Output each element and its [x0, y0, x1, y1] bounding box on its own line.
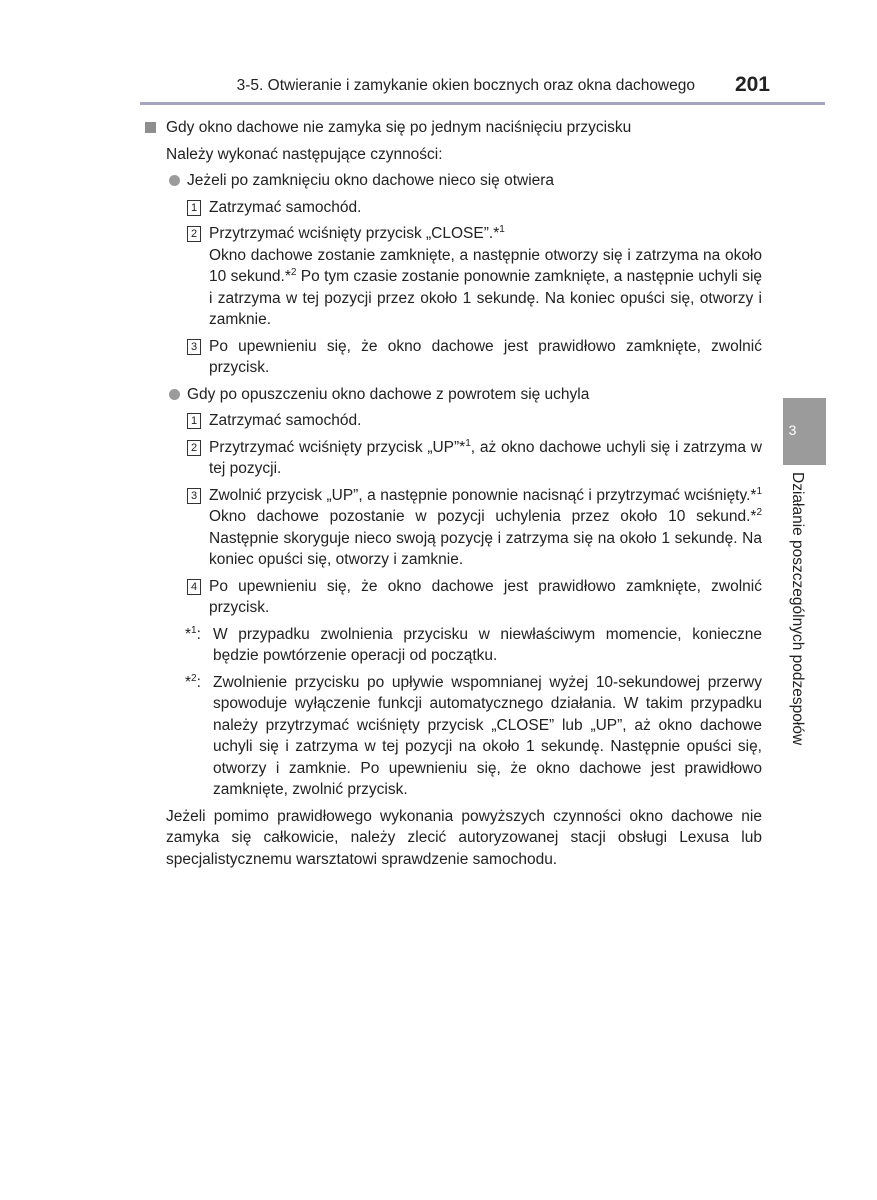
case-heading-1 [166, 170, 762, 192]
circle-bullet-icon [169, 389, 180, 400]
step-text: Po upewnieniu się, że okno dachowe jest prawidłowo zamknięte, zwolnić przycisk. [209, 337, 762, 376]
step-number-box: 1 [187, 413, 201, 429]
case-title: Jeżeli po zamknięciu okno dachowe nieco się otwiera [187, 172, 555, 189]
step-number-box: 4 [187, 579, 201, 595]
header-rule [140, 102, 825, 105]
section-heading [166, 117, 762, 139]
chapter-tab-number: 3 [788, 422, 797, 438]
step-item [187, 197, 762, 219]
footnote-marker: *$^1$: [185, 624, 201, 643]
step-text: Zwolnić przycisk „UP”, a następnie ponownie nacisnąć i przytrzymać wciśnięty.*$^1$ Okno dachowe pozostanie w pozycji uchylenia przez około 10 sekund.*$^2$ Następnie skoryguje nieco swoją pozycję i zatrzyma się na około 1 sekundę. Na koniec opuści się, otworzy i zamknie. [209, 485, 762, 568]
chapter-tab-label: Działanie poszczególnych podzespołów [789, 472, 806, 746]
section-heading-text: Gdy okno dachowe nie zamyka się po jednym naciśnięciu przycisku [166, 119, 632, 136]
page-body [166, 117, 762, 870]
step-item [187, 336, 762, 379]
step-number-box: 3 [187, 339, 201, 355]
case-heading-2 [166, 384, 762, 406]
step-number-box: 1 [187, 200, 201, 216]
step-text: Przytrzymać wciśnięty przycisk „CLOSE”.*$^1$ Okno dachowe zostanie zamknięte, a następnie otworzy się i zatrzyma na około 10 sekund.*$^2$ Po tym czasie zostanie ponownie zamknięte, a następnie uchyli się i zatrzyma w tej pozycji przez około 1 sekundę. Na koniec opuści się, otworzy i zamknie. [209, 224, 763, 328]
step-text: Przytrzymać wciśnięty przycisk „UP”*$^1$, aż okno dachowe uchyli się i zatrzyma w tej pozycji. [209, 437, 762, 477]
closing-paragraph: Jeżeli pomimo prawidłowego wykonania powyższych czynności okno dachowe nie zamyka się całkowicie, należy zlecić autoryzowanej stacji obsługi Lexusa lub specjalistycznemu warsztatowi sprawdzenie samochodu. [166, 807, 762, 868]
step-text: Zatrzymać samochód. [209, 198, 362, 216]
footnote-text: Zwolnienie przycisku po upływie wspomnianej wyżej 10-sekundowej przerwy spowoduje wyłączenie funkcji automatycznego działania. W takim przypadku należy przytrzymać wciśnięty przycisk „CLOSE” lub „UP”, aż okno dachowe uchyli się i zatrzyma w tej pozycji na około 1 sekundę. Następnie opuści się, otworzy i zamknie. Po upewnieniu się, że okno dachowe jest prawidłowo zamknięte, zwolnić przycisk. [213, 673, 762, 798]
case-title: Gdy po opuszczeniu okno dachowe z powrotem się uchyla [187, 385, 590, 403]
circle-bullet-icon [169, 175, 180, 186]
step-number-box: 2 [187, 226, 201, 242]
step-item [187, 223, 762, 331]
footnote-1 [185, 624, 762, 667]
step-number-box: 2 [187, 440, 201, 456]
square-bullet-icon [145, 122, 156, 133]
footnote-text: W przypadku zwolnienia przycisku w niewłaściwym momencie, konieczne będzie powtórzenie operacji od początku. [213, 625, 762, 664]
step-item [187, 485, 762, 571]
chapter-tab [783, 398, 826, 465]
step-number-box: 3 [187, 488, 201, 504]
section-intro: Należy wykonać następujące czynności: [166, 145, 443, 163]
footnote-marker: *$^2$: [185, 672, 201, 691]
running-header-title: 3-5. Otwieranie i zamykanie okien bocznych oraz okna dachowego [236, 77, 695, 94]
page-number: 201 [734, 73, 770, 96]
footnote-2 [185, 672, 762, 801]
step-item [187, 410, 762, 432]
step-item [187, 437, 762, 480]
step-text: Po upewnieniu się, że okno dachowe jest prawidłowo zamknięte, zwolnić przycisk. [209, 577, 762, 616]
step-text: Zatrzymać samochód. [209, 412, 362, 429]
step-item [187, 576, 762, 619]
